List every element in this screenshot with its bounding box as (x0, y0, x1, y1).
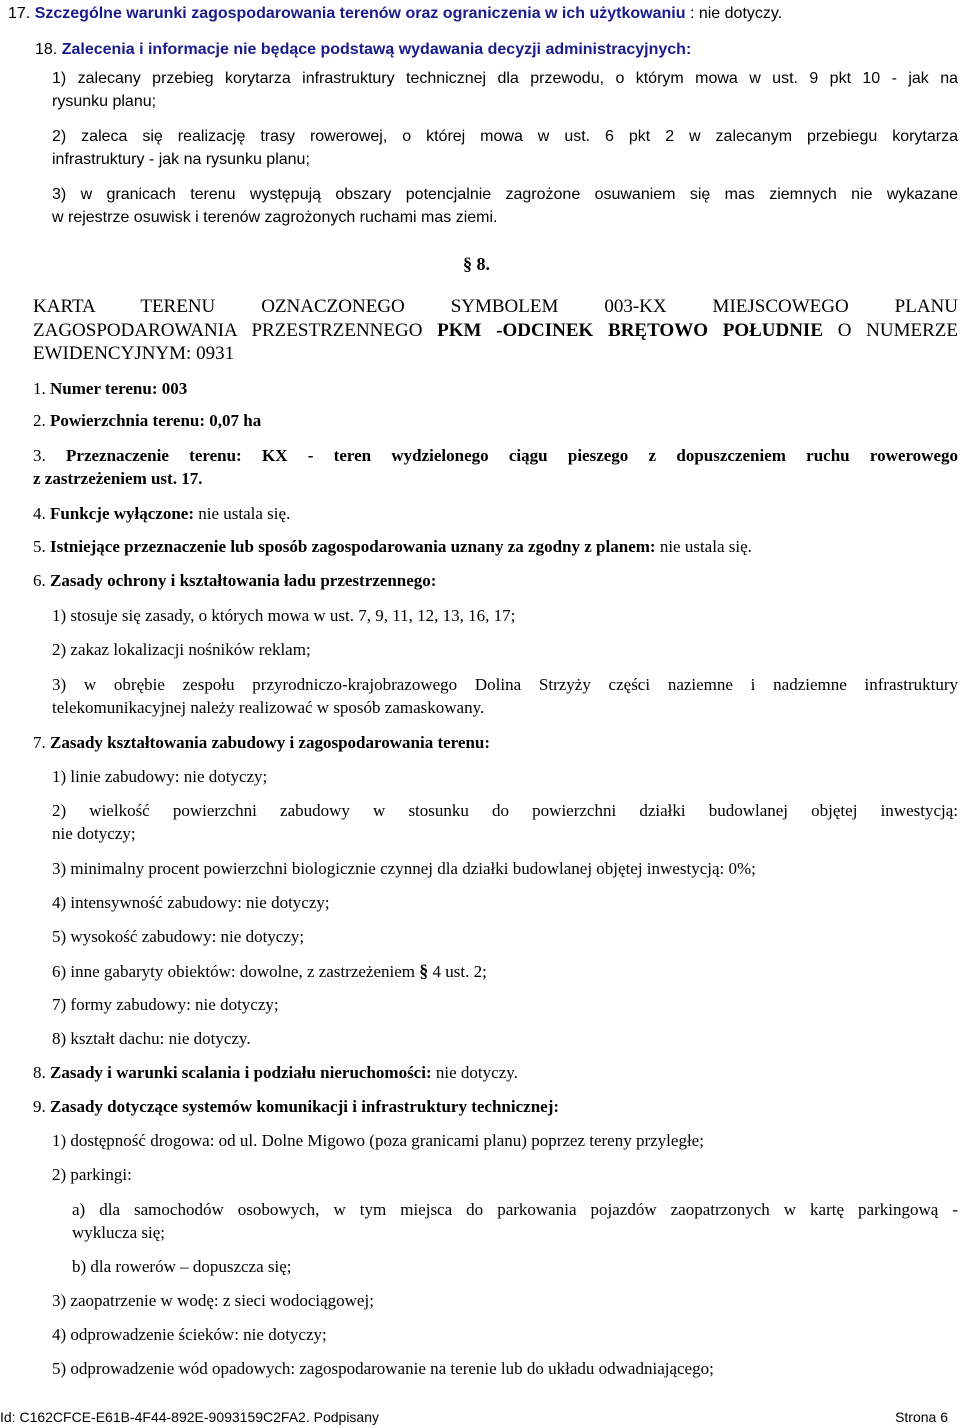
section-18-item-1-line-1: 1) zalecany przebieg korytarza infrastruktury technicznej dla przewodu, o którym mowa w ust. 9 pkt 10 - jak na (52, 70, 958, 87)
point-4-label: Funkcje wyłączone: (50, 504, 195, 523)
point-3-number: 3. (33, 446, 46, 465)
point-1-number: 1. (33, 379, 46, 398)
point-5-value: nie ustala się. (659, 537, 752, 556)
point-1-label: Numer terenu: 003 (50, 379, 188, 398)
point-9-label: Zasady dotyczące systemów komunikacji i infrastruktury technicznej: (50, 1097, 560, 1116)
card-heading-part-a: ZAGOSPODAROWANIA PRZESTRZENNEGO (33, 320, 423, 341)
point-7-item-8: 8) kształt dachu: nie dotyczy. (52, 1029, 251, 1048)
point-9-item-3: 3) zaopatrzenie w wodę: z sieci wodociągowej; (52, 1291, 374, 1310)
section-18-heading (35, 39, 691, 61)
point-7-item-2-line-1: 2) wielkość powierzchni zabudowy w stosunku do powierzchni działki budowlanej objętej inwestycją: (52, 801, 958, 820)
section-17-number: 17. (8, 5, 31, 22)
point-6-item-1: 1) stosuje się zasady, o których mowa w ust. 7, 9, 11, 12, 13, 16, 17; (52, 606, 516, 625)
point-7-number: 7. (33, 733, 46, 752)
section-18-title: Zalecenia i informacje nie będące podstawą wydawania decyzji administracyjnych: (61, 41, 692, 58)
point-1 (33, 378, 187, 400)
footer-document-id: Id: C162CFCE-E61B-4F44-892E-9093159C2FA2. Podpisany (0, 1409, 379, 1425)
point-3-line-2: z zastrzeżeniem ust. 17. (33, 469, 203, 488)
point-7-item-7: 7) formy zabudowy: nie dotyczy; (52, 995, 279, 1014)
point-7-item-4: 4) intensywność zabudowy: nie dotyczy; (52, 893, 330, 912)
point-8-label: Zasady i warunki scalania i podziału nieruchomości: (50, 1063, 432, 1082)
section-17-value: : nie dotyczy. (689, 5, 783, 22)
footer-page-number: Strona 6 (895, 1409, 948, 1425)
point-7-label: Zasady kształtowania zabudowy i zagospodarowania terenu: (50, 733, 491, 752)
point-6-number: 6. (33, 571, 46, 590)
section-18-number: 18. (35, 41, 58, 58)
point-7-item-5: 5) wysokość zabudowy: nie dotyczy; (52, 927, 305, 946)
point-9-item-2b: b) dla rowerów – dopuszcza się; (72, 1257, 292, 1276)
point-9 (33, 1096, 559, 1118)
point-5-label: Istniejące przeznaczenie lub sposób zagospodarowania uznany za zgodny z planem: (50, 537, 656, 556)
section-18-item-3-line-2: w rejestrze osuwisk i terenów zagrożonych ruchami mas ziemi. (52, 209, 498, 226)
point-7-item-2-line-2: nie dotyczy; (52, 824, 136, 843)
point-9-item-2a-line-1: a) dla samochodów osobowych, w tym miejsca do parkowania pojazdów zaopatrzonych w kartę parkingową - (72, 1200, 958, 1219)
card-heading-part-c: O NUMERZE (837, 320, 958, 341)
section-17 (8, 3, 782, 25)
section-18-item-1-line-2: rysunku planu; (52, 93, 157, 110)
point-4 (33, 503, 290, 525)
point-8-value: nie dotyczy. (435, 1063, 518, 1082)
section-18-item-3-line-1: 3) w granicach terenu występują obszary potencjalnie zagrożone osuwaniem się mas ziemnych nie wykazane (52, 186, 958, 203)
point-9-number: 9. (33, 1097, 46, 1116)
point-2 (33, 410, 261, 432)
point-3-label: Przeznaczenie terenu: KX - teren wydzielonego ciągu pieszego z dopuszczeniem ruchu rowerowego (66, 446, 959, 465)
point-6-item-3-line-2: telekomunikacyjnej należy realizować w sposób zamaskowany. (52, 698, 485, 717)
point-7-item-3: 3) minimalny procent powierzchni biologicznie czynnej dla działki budowlanej objętej inwestycją: 0%; (52, 859, 756, 878)
point-2-number: 2. (33, 411, 46, 430)
point-9-item-1: 1) dostępność drogowa: od ul. Dolne Migowo (poza granicami planu) poprzez tereny przyległe; (52, 1131, 704, 1150)
point-6-item-2: 2) zakaz lokalizacji nośników reklam; (52, 640, 311, 659)
point-7-item-6 (52, 960, 487, 983)
section-18-item-2-line-1: 2) zaleca się realizację trasy rowerowej, o której mowa w ust. 6 pkt 2 w zalecanym przebiegu korytarza (52, 128, 958, 145)
point-9-item-2: 2) parkingi: (52, 1165, 132, 1184)
paragraph-heading (463, 253, 490, 275)
paragraph-sign: § (463, 254, 472, 274)
point-7-item-6-text: 6) inne gabaryty obiektów: dowolne, z zastrzeżeniem (52, 962, 416, 981)
point-7 (33, 732, 490, 754)
point-6-item-3-line-1: 3) w obrębie zespołu przyrodniczo-krajobrazowego Dolina Strzyży części naziemne i nadziemne infrastruktury (52, 675, 958, 694)
point-6 (33, 570, 436, 592)
point-4-number: 4. (33, 504, 46, 523)
card-heading-line-2 (33, 320, 958, 342)
point-7-item-1: 1) linie zabudowy: nie dotyczy; (52, 767, 268, 786)
point-9-item-5: 5) odprowadzenie wód opadowych: zagospodarowanie na terenie lub do układu odwadniającego; (52, 1359, 714, 1378)
point-9-item-2a-line-2: wyklucza się; (72, 1223, 165, 1242)
point-8 (33, 1062, 518, 1084)
card-heading-line-3: EWIDENCYJNYM: 0931 (33, 343, 235, 364)
point-6-label: Zasady ochrony i kształtowania ładu przestrzennego: (50, 571, 437, 590)
point-9-item-4: 4) odprowadzenie ścieków: nie dotyczy; (52, 1325, 327, 1344)
card-heading-line-1: KARTA TERENU OZNACZONEGO SYMBOLEM 003-KX MIEJSCOWEGO PLANU (33, 296, 958, 317)
point-2-label: Powierzchnia terenu: 0,07 ha (50, 411, 262, 430)
card-heading-part-b: PKM -ODCINEK BRĘTOWO POŁUDNIE (437, 320, 823, 341)
point-4-value: nie ustala się. (198, 504, 291, 523)
point-7-item-6-ref: 4 ust. 2; (432, 962, 487, 981)
section-sign: § (419, 961, 429, 981)
section-17-title: Szczególne warunki zagospodarowania terenów oraz ograniczenia w ich użytkowaniu (34, 5, 686, 22)
point-5 (33, 536, 752, 558)
point-3-line-1 (33, 445, 958, 467)
point-5-number: 5. (33, 537, 46, 556)
section-18-item-2-line-2: infrastruktury - jak na rysunku planu; (52, 151, 310, 168)
point-8-number: 8. (33, 1063, 46, 1082)
paragraph-number: 8. (476, 254, 490, 274)
